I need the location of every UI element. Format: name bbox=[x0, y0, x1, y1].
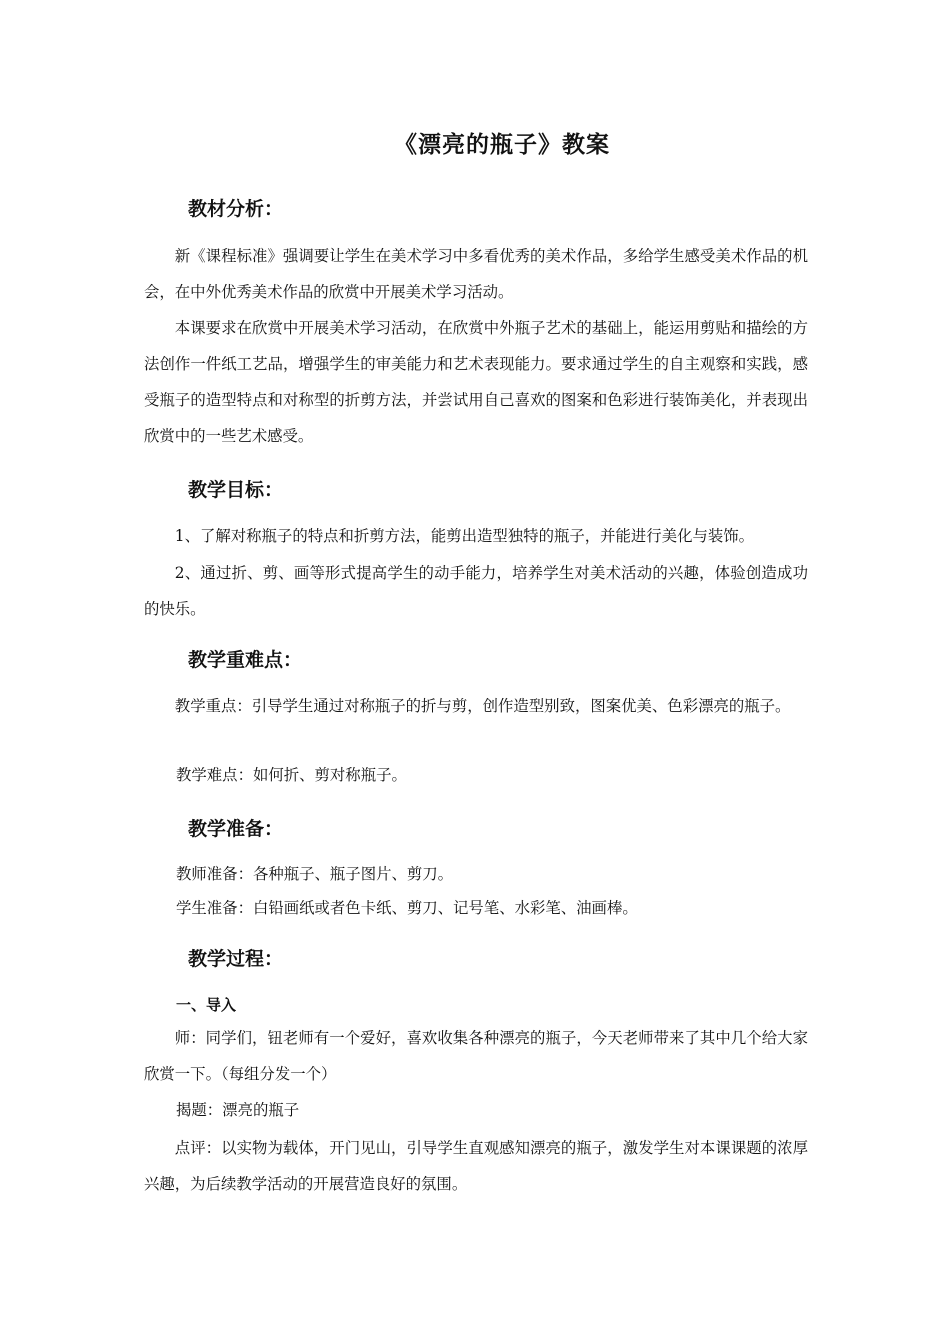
prep-teacher: 教师准备：各种瓶子、瓶子图片、剪刀。 bbox=[176, 865, 454, 883]
heading-analysis: 教材分析： bbox=[188, 198, 284, 220]
key-focus: 教学重点：引导学生通过对称瓶子的折与剪，创作造型别致，图案优美、色彩漂亮的瓶子。 bbox=[174, 697, 791, 715]
goal-2: 2、通过折、剪、画等形式提高学生的动手能力，培养学生对美术活动的兴趣，体验创造成功的快乐。 bbox=[144, 564, 808, 618]
heading-process: 教学过程： bbox=[188, 948, 284, 970]
intro-heading: 一、导入 bbox=[176, 996, 237, 1014]
goal-1: 1、了解对称瓶子的特点和折剪方法，能剪出造型独特的瓶子，并能进行美化与装饰。 bbox=[174, 527, 755, 545]
document-title: 《漂亮的瓶子》教案 bbox=[394, 131, 610, 158]
prep-student: 学生准备：白铅画纸或者色卡纸、剪刀、记号笔、水彩笔、油画棒。 bbox=[176, 899, 638, 917]
heading-keypoints: 教学重难点： bbox=[188, 649, 303, 671]
intro-teacher-line: 师：同学们，钮老师有一个爱好，喜欢收集各种漂亮的瓶子，今天老师带来了其中几个给大家欣赏一下。（每组分发一个） bbox=[144, 1029, 808, 1083]
key-difficulty: 教学难点：如何折、剪对称瓶子。 bbox=[176, 766, 407, 784]
analysis-paragraph-1: 新《课程标准》强调要让学生在美术学习中多看优秀的美术作品，多给学生感受美术作品的机会，在中外优秀美术作品的欣赏中开展美术学习活动。 bbox=[144, 247, 808, 301]
intro-reveal: 揭题：漂亮的瓶子 bbox=[176, 1101, 300, 1119]
intro-comment: 点评：以实物为载体，开门见山，引导学生直观感知漂亮的瓶子，激发学生对本课课题的浓厚兴趣，为后续教学活动的开展营造良好的氛围。 bbox=[144, 1139, 808, 1193]
heading-goals: 教学目标： bbox=[188, 479, 284, 501]
heading-prep: 教学准备： bbox=[188, 818, 284, 840]
analysis-paragraph-2: 本课要求在欣赏中开展美术学习活动，在欣赏中外瓶子艺术的基础上，能运用剪贴和描绘的方法创作一件纸工艺品，增强学生的审美能力和艺术表现能力。要求通过学生的自主观察和实践，感受瓶子的造型特点和对称型的折剪方法，并尝试用自己喜欢的图案和色彩进行装饰美化，并表现出欣赏中的一些艺术感受。 bbox=[144, 319, 808, 445]
